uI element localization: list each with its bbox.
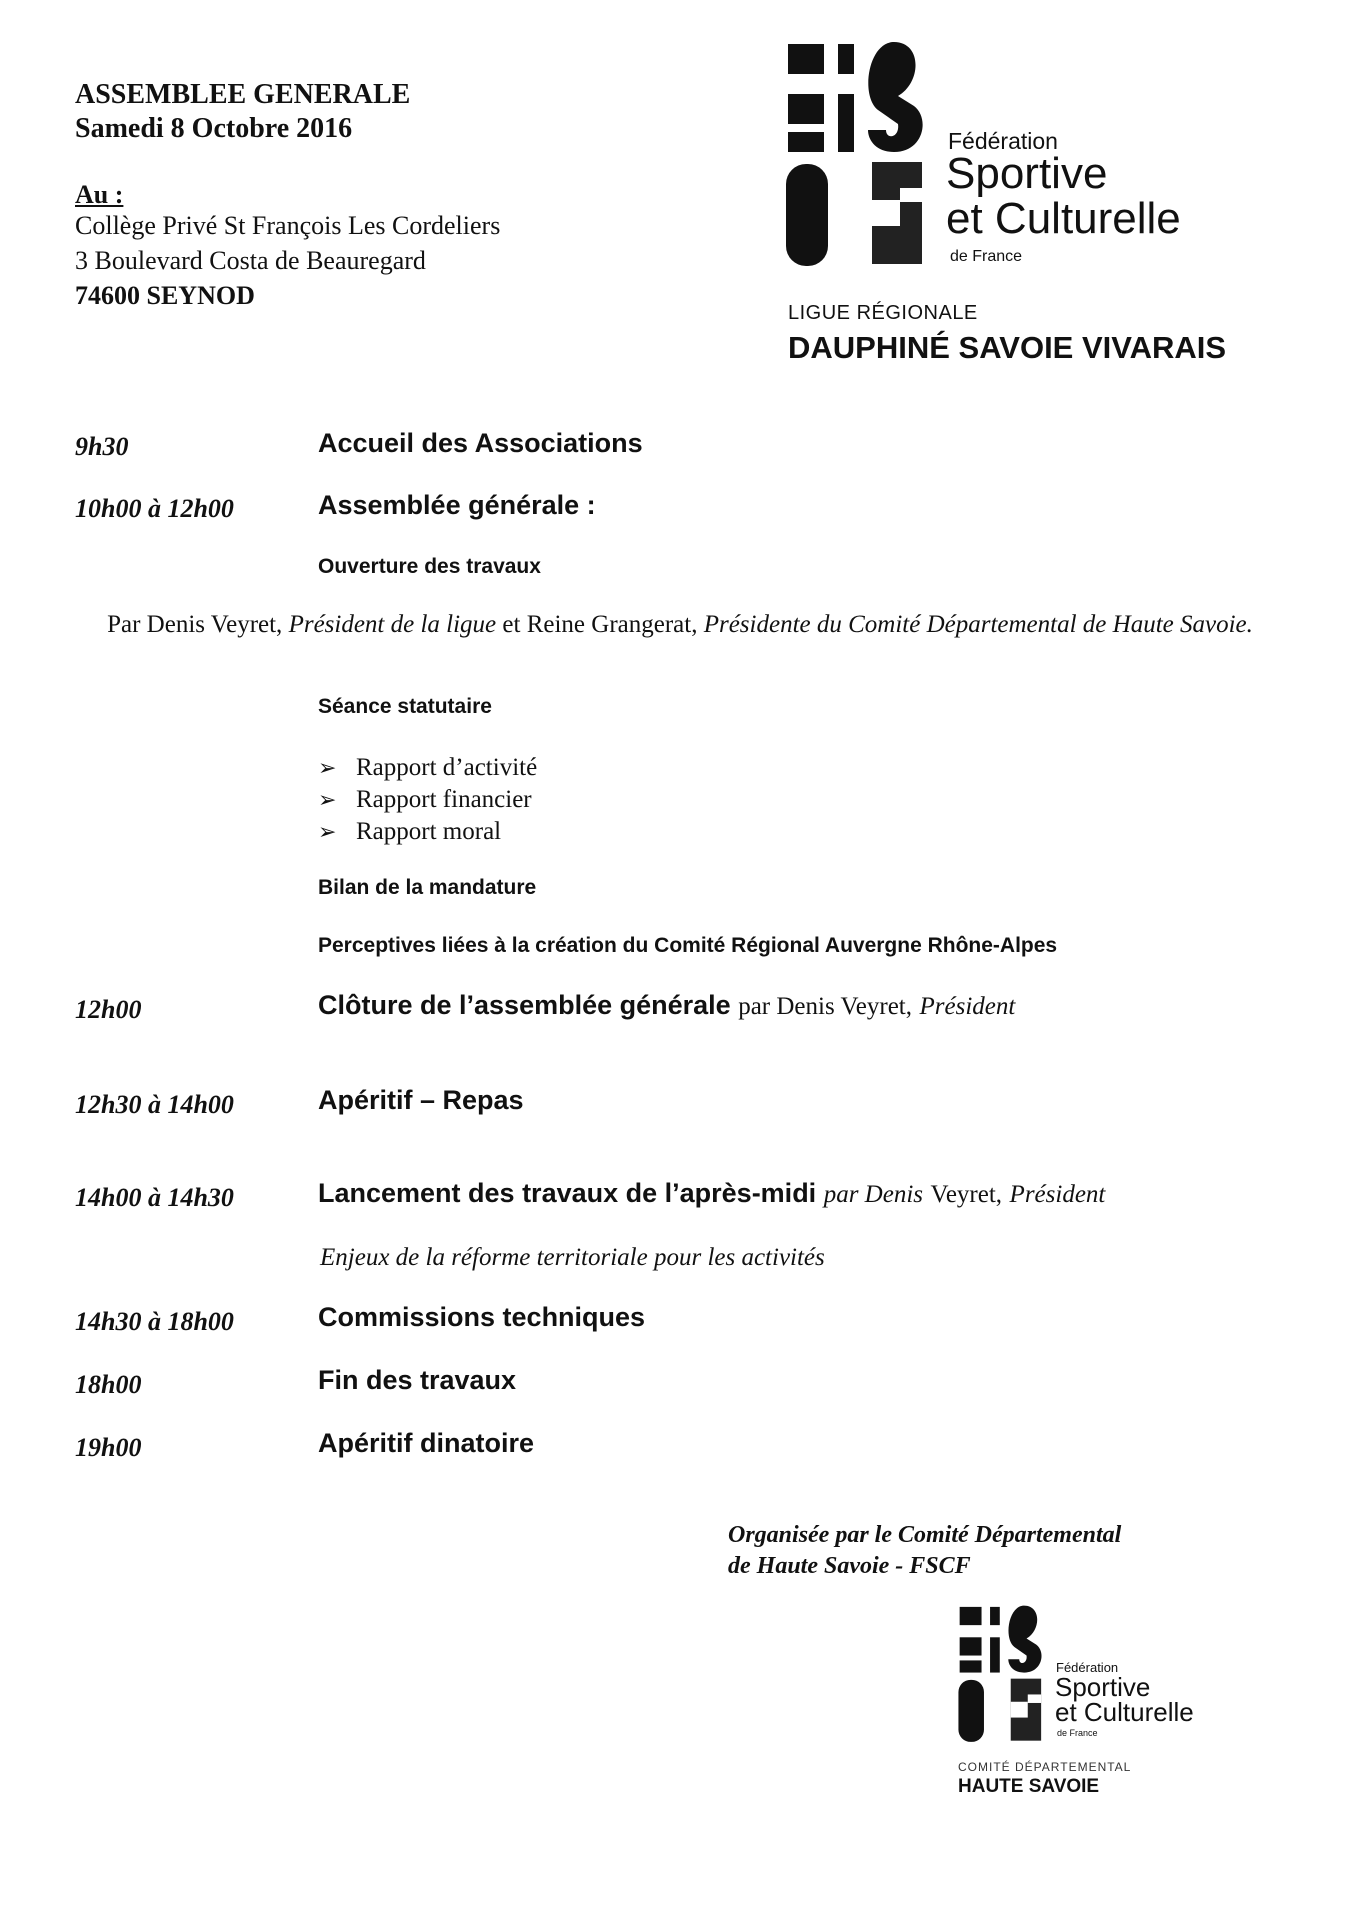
time-accueil: 9h30 xyxy=(75,432,129,461)
item-cloture xyxy=(318,990,1015,1021)
lancement-par: par Denis xyxy=(823,1181,924,1208)
organizer-line-2: de Haute Savoie - FSCF xyxy=(728,1553,971,1579)
fscf-small-logo-icon xyxy=(956,1604,1046,1746)
intro-role2: Présidente du Comité Départemental de Haute Savoie. xyxy=(703,611,1253,638)
cloture-par: par Denis Veyret, xyxy=(738,993,912,1020)
time-aperitif: 12h30 à 14h00 xyxy=(75,1090,234,1119)
lancement-label: Lancement des travaux de l’après-midi xyxy=(318,1178,817,1208)
ouverture-heading: Ouverture des travaux xyxy=(318,555,541,578)
time-fin: 18h00 xyxy=(75,1370,142,1399)
report-list xyxy=(318,752,537,848)
logo-sportive-text: Sportive xyxy=(946,149,1108,198)
item-fin: Fin des travaux xyxy=(318,1365,517,1395)
address-line-1: Collège Privé St François Les Cordeliers xyxy=(75,211,501,240)
venue-label: Au : xyxy=(75,180,124,209)
arrow-bullet-icon: ➢ xyxy=(318,787,337,812)
lancement-role: Président xyxy=(1009,1181,1106,1208)
intro-par: Par Denis Veyret, xyxy=(107,611,283,638)
comite-label: COMITÉ DÉPARTEMENTAL xyxy=(958,1760,1132,1774)
logo-culturelle-text: et Culturelle xyxy=(946,194,1181,243)
title-line-1: ASSEMBLEE GENERALE xyxy=(75,79,411,110)
document-title xyxy=(75,78,410,146)
fscf-logo-icon xyxy=(782,40,930,272)
arrow-bullet-icon: ➢ xyxy=(318,755,337,780)
time-ag: 10h00 à 12h00 xyxy=(75,494,234,523)
intro-paragraph xyxy=(90,608,1270,641)
organizer-line-1: Organisée par le Comité Départemental xyxy=(728,1522,1122,1548)
perspectives-heading: Perceptives liées à la création du Comité Régional Auvergne Rhône-Alpes xyxy=(318,934,1058,957)
item-lancement xyxy=(318,1178,1105,1209)
time-commissions: 14h30 à 18h00 xyxy=(75,1307,234,1336)
organizer-note xyxy=(728,1520,1121,1582)
address-line-2: 3 Boulevard Costa de Beauregard xyxy=(75,246,426,275)
cloture-role: Président xyxy=(919,993,1016,1020)
enjeux-text: Enjeux de la réforme territoriale pour les activités xyxy=(320,1244,825,1271)
address-line-3: 74600 SEYNOD xyxy=(75,281,255,310)
list-item: ➢ Rapport d’activité xyxy=(318,752,537,784)
ligue-label: LIGUE RÉGIONALE xyxy=(788,302,978,324)
arrow-bullet-icon: ➢ xyxy=(318,819,337,844)
small-logo-federation-text: Fédération xyxy=(1056,1660,1119,1675)
list-item: ➢ Rapport moral xyxy=(318,816,537,848)
list-item: ➢ Rapport financier xyxy=(318,784,537,816)
title-line-2: Samedi 8 Octobre 2016 xyxy=(75,113,353,144)
item-ag: Assemblée générale : xyxy=(318,490,596,520)
item-commissions: Commissions techniques xyxy=(318,1302,646,1332)
lancement-name: Veyret, xyxy=(930,1181,1003,1208)
bilan-heading: Bilan de la mandature xyxy=(318,876,537,899)
item-aperitif: Apéritif – Repas xyxy=(318,1085,524,1115)
small-logo-france-text: de France xyxy=(1057,1728,1098,1738)
intro-et: et Reine Grangerat, xyxy=(502,611,698,638)
small-logo-sportive-text: Sportive xyxy=(1055,1672,1151,1702)
time-cloture: 12h00 xyxy=(75,995,142,1024)
cloture-label: Clôture de l’assemblée générale xyxy=(318,990,731,1020)
item-accueil: Accueil des Associations xyxy=(318,428,643,458)
intro-role1: Président de la ligue xyxy=(288,611,497,638)
time-lancement: 14h00 à 14h30 xyxy=(75,1183,234,1212)
comite-name: HAUTE SAVOIE xyxy=(958,1776,1100,1797)
logo-france-text: de France xyxy=(950,248,1023,265)
ligue-name: DAUPHINÉ SAVOIE VIVARAIS xyxy=(788,330,1227,365)
time-dinatoire: 19h00 xyxy=(75,1433,142,1462)
seance-heading: Séance statutaire xyxy=(318,695,492,718)
small-logo-culturelle-text: et Culturelle xyxy=(1055,1697,1194,1727)
item-dinatoire: Apéritif dinatoire xyxy=(318,1428,535,1458)
logo-federation-text: Fédération xyxy=(948,128,1058,154)
